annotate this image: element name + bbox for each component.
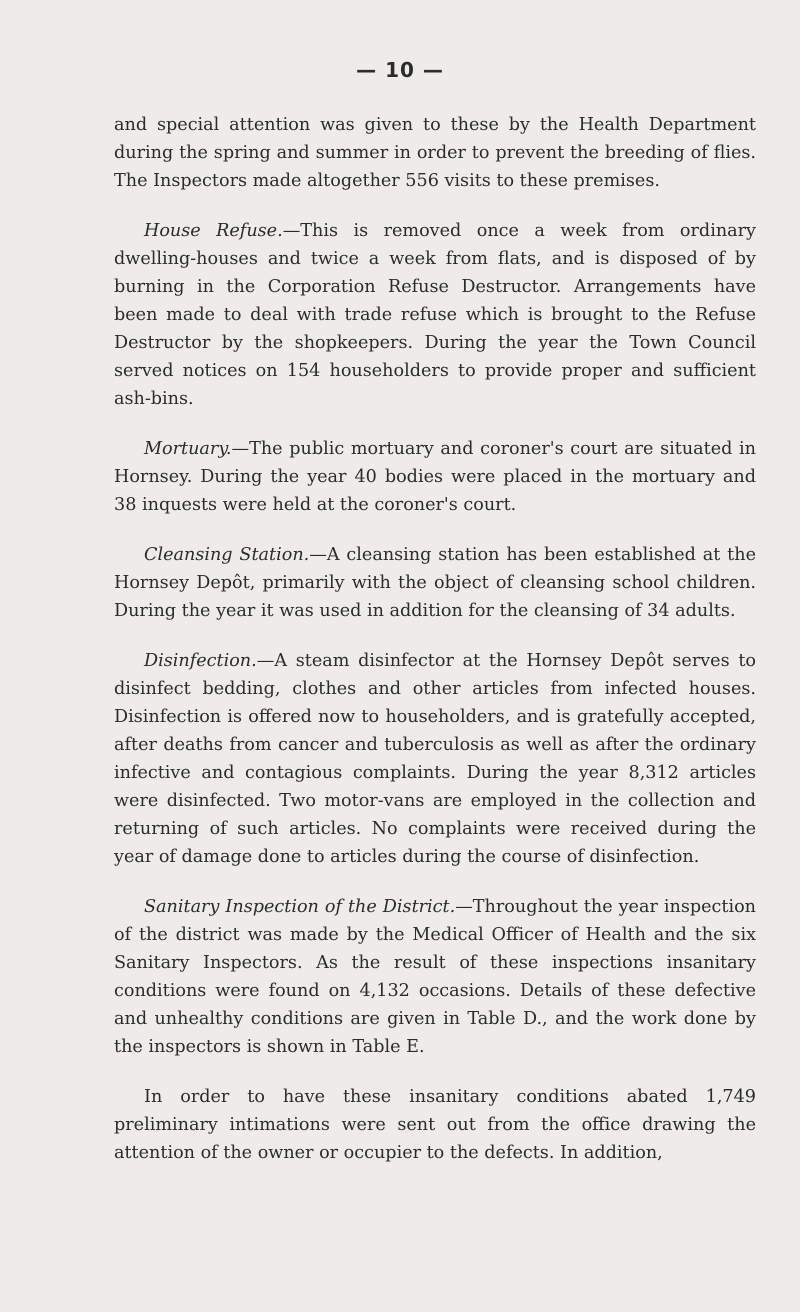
section-heading-cleansing-station: Cleansing Station. bbox=[144, 545, 310, 565]
section-heading-house-refuse: House Refuse. bbox=[144, 221, 283, 241]
paragraph-text: —Throughout the year inspection of the district was made by the Medical Officer of Health and the six Sanitary Inspectors. As the result of these inspections insanitary conditions were found on 4,132 occasions. Details of these defective and unhealthy conditions are given in Table D., and the work done by the inspectors is shown in Table E. bbox=[114, 897, 756, 1057]
paragraph-text: In order to have these insanitary conditions abated 1,749 preliminary intimations were sent out from the office drawing the attention of the owner or occupier to the defects. In addition, bbox=[114, 1087, 756, 1163]
paragraph-text: and special attention was given to these by the Health Department during the spring and summer in order to prevent the breeding of flies. The Inspectors made altogether 556 visits to these premises. bbox=[114, 115, 756, 191]
paragraph-sanitary-inspection bbox=[114, 893, 756, 1061]
paragraph-text: —This is removed once a week from ordinary dwelling-houses and twice a week from flats, and is disposed of by burning in the Corporation Refuse Destructor. Arrangements have been made to deal with trade refuse which is brought to the Refuse Destructor by the shopkeepers. During the year the Town Council served notices on 154 householders to provide proper and sufficient ash-bins. bbox=[114, 221, 756, 409]
paragraph-cleansing-station bbox=[114, 541, 756, 625]
section-heading-mortuary: Mortuary. bbox=[144, 439, 232, 459]
body-text bbox=[114, 111, 756, 1189]
section-heading-sanitary-inspection: Sanitary Inspection of the District. bbox=[144, 897, 456, 917]
paragraph-house-refuse bbox=[114, 217, 756, 413]
paragraph-text: —The public mortuary and coroner's court are situated in Hornsey. During the year 40 bodies were placed in the mortuary and 38 inquests were held at the coroner's court. bbox=[114, 439, 756, 515]
paragraph-intimations bbox=[114, 1083, 756, 1167]
paragraph-text: —A cleansing station has been established at the Hornsey Depôt, primarily with the object of cleansing school children. During the year it was used in addition for the cleansing of 34 adults. bbox=[114, 545, 756, 621]
paragraph-mortuary bbox=[114, 435, 756, 519]
paragraph-text: —A steam disinfector at the Hornsey Depôt serves to disinfect bedding, clothes and other articles from infected houses. Disinfection is offered now to householders, and is gratefully accepted, after deaths from cancer and tuberculosis as well as after the ordinary infective and contagious complaints. During the year 8,312 articles were disinfected. Two motor-vans are employed in the collection and returning of such articles. No complaints were received during the year of damage done to articles during the course of disinfection. bbox=[114, 651, 756, 867]
section-heading-disinfection: Disinfection. bbox=[144, 651, 257, 671]
paragraph-flies bbox=[114, 111, 756, 195]
page-number: — 10 — bbox=[356, 58, 444, 82]
paragraph-disinfection bbox=[114, 647, 756, 871]
